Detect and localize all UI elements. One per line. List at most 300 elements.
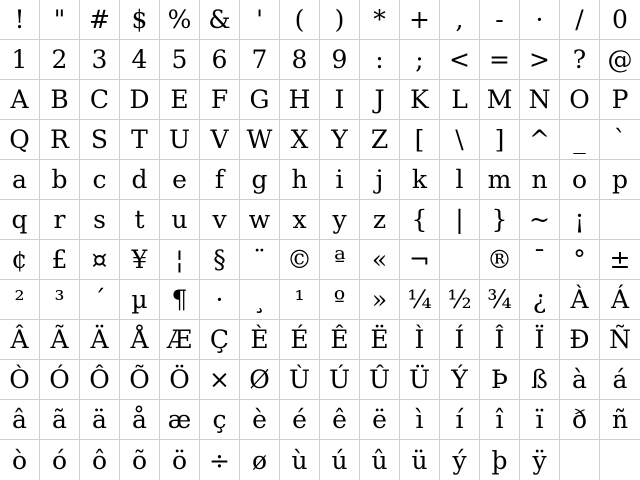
glyph: ¹ bbox=[294, 285, 305, 314]
glyph-cell[interactable] bbox=[200, 320, 240, 360]
glyph: ) bbox=[334, 5, 345, 34]
glyph: ¾ bbox=[487, 285, 512, 314]
glyph: Ô bbox=[89, 365, 110, 394]
glyph: ß bbox=[531, 365, 548, 394]
glyph-cell[interactable] bbox=[360, 440, 400, 480]
glyph: l bbox=[455, 165, 464, 194]
glyph: J bbox=[374, 85, 385, 114]
glyph: Y bbox=[331, 125, 348, 154]
glyph-cell[interactable] bbox=[0, 240, 40, 280]
glyph: Ì bbox=[414, 325, 425, 354]
glyph: O bbox=[569, 85, 590, 114]
glyph-cell[interactable] bbox=[480, 200, 520, 240]
glyph: º bbox=[333, 285, 346, 314]
glyph: 5 bbox=[171, 45, 188, 74]
glyph-cell[interactable] bbox=[520, 280, 560, 320]
glyph-cell[interactable] bbox=[0, 280, 40, 320]
glyph: ¡ bbox=[574, 205, 585, 234]
glyph-cell[interactable] bbox=[120, 400, 160, 440]
glyph: Î bbox=[494, 325, 505, 354]
glyph-cell[interactable] bbox=[0, 120, 40, 160]
glyph: % bbox=[167, 5, 192, 34]
glyph-cell[interactable] bbox=[440, 400, 480, 440]
glyph-cell[interactable] bbox=[160, 0, 200, 40]
glyph-cell[interactable] bbox=[480, 40, 520, 80]
glyph-cell[interactable] bbox=[80, 240, 120, 280]
glyph-cell[interactable] bbox=[120, 280, 160, 320]
glyph-cell[interactable] bbox=[360, 160, 400, 200]
glyph: v bbox=[212, 205, 227, 234]
glyph: ` bbox=[613, 125, 627, 154]
glyph-cell[interactable] bbox=[360, 240, 400, 280]
glyph-cell[interactable] bbox=[240, 320, 280, 360]
glyph-cell[interactable] bbox=[120, 240, 160, 280]
glyph-cell[interactable] bbox=[560, 80, 600, 120]
glyph: µ bbox=[131, 285, 148, 314]
glyph: ~ bbox=[529, 205, 550, 234]
glyph-cell[interactable] bbox=[480, 440, 520, 480]
glyph-cell[interactable] bbox=[320, 360, 360, 400]
glyph-cell[interactable] bbox=[40, 440, 80, 480]
glyph-cell[interactable] bbox=[280, 160, 320, 200]
glyph-cell[interactable] bbox=[0, 80, 40, 120]
glyph-cell[interactable] bbox=[520, 120, 560, 160]
glyph-cell[interactable] bbox=[480, 360, 520, 400]
glyph: õ bbox=[131, 445, 148, 475]
glyph: S bbox=[90, 125, 109, 154]
glyph: + bbox=[409, 5, 430, 34]
glyph: H bbox=[288, 85, 311, 114]
glyph-cell[interactable] bbox=[320, 0, 360, 40]
glyph: D bbox=[129, 85, 150, 114]
glyph: ! bbox=[14, 5, 25, 34]
glyph-cell[interactable] bbox=[200, 0, 240, 40]
glyph-cell[interactable] bbox=[0, 160, 40, 200]
glyph-cell[interactable] bbox=[120, 40, 160, 80]
glyph-cell[interactable] bbox=[400, 280, 440, 320]
glyph-cell[interactable] bbox=[600, 120, 640, 160]
glyph: ¨ bbox=[253, 245, 266, 274]
glyph-cell[interactable] bbox=[600, 80, 640, 120]
glyph-cell[interactable] bbox=[0, 40, 40, 80]
glyph-cell[interactable] bbox=[200, 280, 240, 320]
glyph-cell[interactable] bbox=[400, 160, 440, 200]
glyph-cell[interactable] bbox=[440, 80, 480, 120]
glyph-cell[interactable] bbox=[240, 400, 280, 440]
glyph: À bbox=[570, 285, 589, 314]
glyph-cell[interactable] bbox=[280, 360, 320, 400]
glyph: ° bbox=[573, 245, 586, 274]
glyph-cell[interactable] bbox=[560, 440, 600, 480]
glyph-cell[interactable] bbox=[160, 320, 200, 360]
glyph-cell[interactable] bbox=[160, 40, 200, 80]
glyph-cell[interactable] bbox=[120, 360, 160, 400]
glyph: ì bbox=[415, 405, 424, 434]
glyph-cell[interactable] bbox=[0, 320, 40, 360]
glyph-cell[interactable] bbox=[320, 280, 360, 320]
glyph: Á bbox=[610, 285, 630, 314]
glyph: Ý bbox=[451, 365, 468, 394]
glyph: a bbox=[12, 165, 27, 194]
glyph-cell[interactable] bbox=[160, 360, 200, 400]
glyph: & bbox=[208, 5, 231, 34]
glyph-cell[interactable] bbox=[480, 280, 520, 320]
glyph-cell[interactable] bbox=[440, 120, 480, 160]
glyph: E bbox=[170, 85, 189, 114]
glyph: d bbox=[131, 165, 148, 194]
glyph-cell[interactable] bbox=[440, 160, 480, 200]
glyph-cell[interactable] bbox=[560, 400, 600, 440]
glyph: à bbox=[572, 365, 587, 394]
glyph: ] bbox=[494, 125, 505, 154]
glyph: e bbox=[172, 165, 187, 194]
glyph-cell[interactable] bbox=[360, 80, 400, 120]
glyph-cell[interactable] bbox=[560, 280, 600, 320]
glyph-cell[interactable] bbox=[520, 80, 560, 120]
glyph-cell[interactable] bbox=[280, 200, 320, 240]
glyph-cell[interactable] bbox=[400, 440, 440, 480]
glyph: ý bbox=[452, 445, 467, 475]
glyph-cell[interactable] bbox=[600, 320, 640, 360]
glyph-cell[interactable] bbox=[40, 40, 80, 80]
glyph-cell[interactable] bbox=[240, 200, 280, 240]
glyph-cell[interactable] bbox=[520, 400, 560, 440]
glyph-cell[interactable] bbox=[400, 40, 440, 80]
glyph: i bbox=[335, 165, 344, 194]
glyph: ³ bbox=[54, 285, 65, 314]
glyph-cell[interactable] bbox=[240, 440, 280, 480]
glyph-cell[interactable] bbox=[480, 80, 520, 120]
glyph: / bbox=[575, 5, 584, 34]
glyph: Í bbox=[454, 325, 465, 354]
glyph: ç bbox=[212, 405, 227, 434]
glyph: £ bbox=[51, 245, 68, 274]
glyph-cell[interactable] bbox=[560, 240, 600, 280]
glyph-cell[interactable] bbox=[40, 0, 80, 40]
glyph-cell[interactable] bbox=[280, 440, 320, 480]
glyph-cell[interactable] bbox=[200, 80, 240, 120]
glyph-cell[interactable] bbox=[600, 360, 640, 400]
glyph: é bbox=[292, 405, 307, 434]
glyph-cell[interactable] bbox=[400, 200, 440, 240]
glyph-cell[interactable] bbox=[480, 320, 520, 360]
glyph-cell[interactable] bbox=[440, 0, 480, 40]
glyph-cell[interactable] bbox=[520, 360, 560, 400]
glyph: K bbox=[410, 85, 429, 114]
glyph-cell[interactable] bbox=[560, 160, 600, 200]
glyph-cell[interactable] bbox=[120, 440, 160, 480]
glyph: 7 bbox=[251, 45, 268, 74]
glyph-cell[interactable] bbox=[440, 320, 480, 360]
glyph-cell[interactable] bbox=[440, 40, 480, 80]
glyph-cell[interactable] bbox=[480, 160, 520, 200]
glyph: Ç bbox=[209, 325, 230, 354]
glyph: Û bbox=[368, 365, 391, 394]
glyph-cell[interactable] bbox=[280, 240, 320, 280]
glyph-cell[interactable] bbox=[0, 360, 40, 400]
glyph-cell[interactable] bbox=[560, 120, 600, 160]
glyph-cell[interactable] bbox=[40, 120, 80, 160]
glyph-cell[interactable] bbox=[160, 120, 200, 160]
glyph: Ó bbox=[49, 365, 70, 394]
glyph-cell[interactable] bbox=[520, 320, 560, 360]
glyph-cell[interactable] bbox=[80, 280, 120, 320]
glyph: ò bbox=[11, 445, 28, 475]
glyph-cell[interactable] bbox=[440, 240, 480, 280]
glyph-cell[interactable] bbox=[280, 120, 320, 160]
glyph-cell[interactable] bbox=[440, 440, 480, 480]
glyph: · bbox=[535, 5, 544, 34]
glyph: ë bbox=[372, 405, 387, 434]
glyph: : bbox=[375, 45, 384, 74]
glyph: ø bbox=[251, 445, 268, 475]
glyph: ê bbox=[332, 405, 347, 434]
glyph-cell[interactable] bbox=[320, 400, 360, 440]
glyph-cell[interactable] bbox=[80, 40, 120, 80]
glyph: ² bbox=[14, 285, 25, 314]
glyph-cell[interactable] bbox=[120, 0, 160, 40]
glyph-cell[interactable] bbox=[240, 40, 280, 80]
glyph-cell[interactable] bbox=[320, 440, 360, 480]
glyph-cell[interactable] bbox=[240, 160, 280, 200]
glyph: 3 bbox=[91, 45, 108, 74]
glyph-cell[interactable] bbox=[120, 120, 160, 160]
glyph: ¯ bbox=[533, 245, 546, 274]
glyph-cell[interactable] bbox=[240, 120, 280, 160]
glyph-cell[interactable] bbox=[440, 360, 480, 400]
glyph: u bbox=[171, 205, 188, 234]
glyph-cell[interactable] bbox=[40, 200, 80, 240]
glyph-cell[interactable] bbox=[600, 240, 640, 280]
glyph-cell[interactable] bbox=[160, 240, 200, 280]
glyph-cell[interactable] bbox=[520, 240, 560, 280]
glyph-cell[interactable] bbox=[160, 400, 200, 440]
glyph-cell[interactable] bbox=[40, 400, 80, 440]
glyph-cell[interactable] bbox=[560, 40, 600, 80]
glyph-cell[interactable] bbox=[240, 360, 280, 400]
glyph: m bbox=[487, 165, 512, 194]
glyph: > bbox=[529, 45, 550, 74]
glyph-cell[interactable] bbox=[320, 160, 360, 200]
glyph-cell[interactable] bbox=[80, 120, 120, 160]
glyph-cell[interactable] bbox=[240, 0, 280, 40]
glyph-cell[interactable] bbox=[320, 120, 360, 160]
glyph-cell[interactable] bbox=[440, 280, 480, 320]
glyph-cell[interactable] bbox=[40, 240, 80, 280]
glyph: Ö bbox=[169, 365, 190, 394]
glyph: § bbox=[213, 245, 226, 274]
glyph-cell[interactable] bbox=[40, 160, 80, 200]
glyph: Ã bbox=[50, 325, 69, 354]
glyph-cell[interactable] bbox=[80, 360, 120, 400]
glyph-cell[interactable] bbox=[200, 40, 240, 80]
glyph-cell[interactable] bbox=[600, 40, 640, 80]
glyph-cell[interactable] bbox=[320, 240, 360, 280]
glyph-cell[interactable] bbox=[480, 400, 520, 440]
glyph-cell[interactable] bbox=[520, 440, 560, 480]
glyph: â bbox=[12, 405, 27, 434]
glyph-cell[interactable] bbox=[480, 240, 520, 280]
glyph-cell[interactable] bbox=[120, 80, 160, 120]
glyph-cell[interactable] bbox=[320, 40, 360, 80]
glyph-cell[interactable] bbox=[520, 160, 560, 200]
glyph-cell[interactable] bbox=[40, 280, 80, 320]
glyph: C bbox=[89, 85, 110, 114]
glyph-cell[interactable] bbox=[360, 280, 400, 320]
glyph-cell[interactable] bbox=[200, 240, 240, 280]
glyph-cell[interactable] bbox=[600, 160, 640, 200]
glyph: 2 bbox=[51, 45, 68, 74]
glyph-cell[interactable] bbox=[520, 40, 560, 80]
glyph: V bbox=[210, 125, 229, 154]
glyph: , bbox=[455, 5, 464, 34]
glyph: þ bbox=[491, 445, 508, 475]
glyph-cell[interactable] bbox=[0, 200, 40, 240]
glyph-cell[interactable] bbox=[280, 40, 320, 80]
glyph: ù bbox=[291, 445, 308, 475]
glyph-cell[interactable] bbox=[80, 80, 120, 120]
glyph: f bbox=[214, 165, 225, 194]
glyph-cell[interactable] bbox=[360, 360, 400, 400]
glyph: ä bbox=[92, 405, 107, 434]
glyph-cell[interactable] bbox=[360, 40, 400, 80]
glyph: Æ bbox=[166, 325, 193, 354]
glyph-cell[interactable] bbox=[80, 200, 120, 240]
glyph: = bbox=[489, 45, 510, 74]
glyph-cell[interactable] bbox=[120, 160, 160, 200]
glyph: á bbox=[612, 365, 628, 394]
glyph-cell[interactable] bbox=[360, 400, 400, 440]
glyph: @ bbox=[607, 45, 633, 74]
glyph-cell[interactable] bbox=[200, 400, 240, 440]
glyph-cell[interactable] bbox=[400, 80, 440, 120]
glyph-cell[interactable] bbox=[560, 360, 600, 400]
glyph-cell[interactable] bbox=[240, 240, 280, 280]
glyph: | bbox=[455, 205, 464, 234]
glyph: w bbox=[248, 205, 271, 234]
glyph-cell[interactable] bbox=[480, 0, 520, 40]
glyph-cell[interactable] bbox=[600, 440, 640, 480]
glyph-cell[interactable] bbox=[80, 0, 120, 40]
glyph-cell[interactable] bbox=[40, 80, 80, 120]
glyph-cell[interactable] bbox=[80, 160, 120, 200]
glyph-cell[interactable] bbox=[320, 200, 360, 240]
glyph-cell[interactable] bbox=[160, 440, 200, 480]
glyph-cell[interactable] bbox=[400, 240, 440, 280]
glyph-cell[interactable] bbox=[200, 200, 240, 240]
glyph: È bbox=[250, 325, 269, 354]
glyph: 8 bbox=[291, 45, 308, 74]
glyph: å bbox=[132, 405, 147, 434]
glyph-cell[interactable] bbox=[480, 120, 520, 160]
glyph-cell[interactable] bbox=[560, 200, 600, 240]
glyph: G bbox=[249, 85, 270, 114]
glyph-cell[interactable] bbox=[240, 280, 280, 320]
glyph-cell[interactable] bbox=[280, 400, 320, 440]
glyph-cell[interactable] bbox=[520, 0, 560, 40]
glyph: < bbox=[449, 45, 470, 74]
glyph-cell[interactable] bbox=[600, 280, 640, 320]
glyph-cell[interactable] bbox=[360, 120, 400, 160]
glyph-cell[interactable] bbox=[400, 320, 440, 360]
glyph: ü bbox=[411, 445, 428, 475]
glyph-cell[interactable] bbox=[240, 80, 280, 120]
glyph-cell[interactable] bbox=[0, 440, 40, 480]
glyph: ^ bbox=[529, 125, 550, 154]
glyph bbox=[455, 247, 463, 272]
glyph-cell[interactable] bbox=[280, 280, 320, 320]
glyph-cell[interactable] bbox=[560, 320, 600, 360]
glyph-cell[interactable] bbox=[160, 200, 200, 240]
glyph: 1 bbox=[11, 45, 28, 74]
glyph-cell[interactable] bbox=[160, 280, 200, 320]
glyph-cell[interactable] bbox=[160, 80, 200, 120]
glyph-cell[interactable] bbox=[40, 360, 80, 400]
glyph: F bbox=[210, 85, 229, 114]
glyph-cell[interactable] bbox=[560, 0, 600, 40]
glyph-cell[interactable] bbox=[120, 200, 160, 240]
glyph-cell[interactable] bbox=[400, 120, 440, 160]
glyph: ¥ bbox=[131, 245, 148, 274]
glyph: Ð bbox=[569, 325, 590, 354]
glyph-cell[interactable] bbox=[280, 320, 320, 360]
glyph: Ú bbox=[328, 365, 351, 394]
glyph: * bbox=[373, 5, 386, 34]
glyph-cell[interactable] bbox=[320, 320, 360, 360]
glyph-cell[interactable] bbox=[280, 0, 320, 40]
glyph: Ë bbox=[370, 325, 389, 354]
glyph: ¸ bbox=[253, 285, 266, 314]
glyph: $ bbox=[131, 5, 148, 34]
glyph-cell[interactable] bbox=[600, 400, 640, 440]
glyph-cell[interactable] bbox=[280, 80, 320, 120]
glyph-cell[interactable] bbox=[360, 0, 400, 40]
glyph-cell[interactable] bbox=[40, 320, 80, 360]
glyph: ¤ bbox=[91, 245, 108, 274]
glyph-cell[interactable] bbox=[360, 320, 400, 360]
glyph-cell[interactable] bbox=[360, 200, 400, 240]
glyph-cell[interactable] bbox=[440, 200, 480, 240]
glyph-cell[interactable] bbox=[200, 440, 240, 480]
glyph: ¬ bbox=[409, 245, 430, 274]
glyph-cell[interactable] bbox=[520, 200, 560, 240]
glyph-cell[interactable] bbox=[200, 360, 240, 400]
glyph-cell[interactable] bbox=[0, 0, 40, 40]
glyph-cell[interactable] bbox=[600, 200, 640, 240]
glyph: q bbox=[11, 205, 28, 234]
glyph-cell[interactable] bbox=[400, 0, 440, 40]
glyph-cell[interactable] bbox=[320, 80, 360, 120]
glyph-cell[interactable] bbox=[200, 120, 240, 160]
glyph-cell[interactable] bbox=[160, 160, 200, 200]
glyph: M bbox=[486, 85, 513, 114]
glyph-cell[interactable] bbox=[120, 320, 160, 360]
glyph-cell[interactable] bbox=[80, 320, 120, 360]
glyph: y bbox=[332, 205, 347, 234]
glyph-cell[interactable] bbox=[600, 0, 640, 40]
glyph-cell[interactable] bbox=[80, 440, 120, 480]
glyph: ð bbox=[571, 405, 588, 434]
glyph: ½ bbox=[447, 285, 472, 314]
glyph-cell[interactable] bbox=[400, 400, 440, 440]
glyph-cell[interactable] bbox=[80, 400, 120, 440]
glyph: ® bbox=[487, 245, 512, 274]
glyph-cell[interactable] bbox=[400, 360, 440, 400]
glyph: # bbox=[89, 5, 110, 34]
glyph-cell[interactable] bbox=[0, 400, 40, 440]
glyph: ¼ bbox=[407, 285, 432, 314]
glyph-cell[interactable] bbox=[200, 160, 240, 200]
